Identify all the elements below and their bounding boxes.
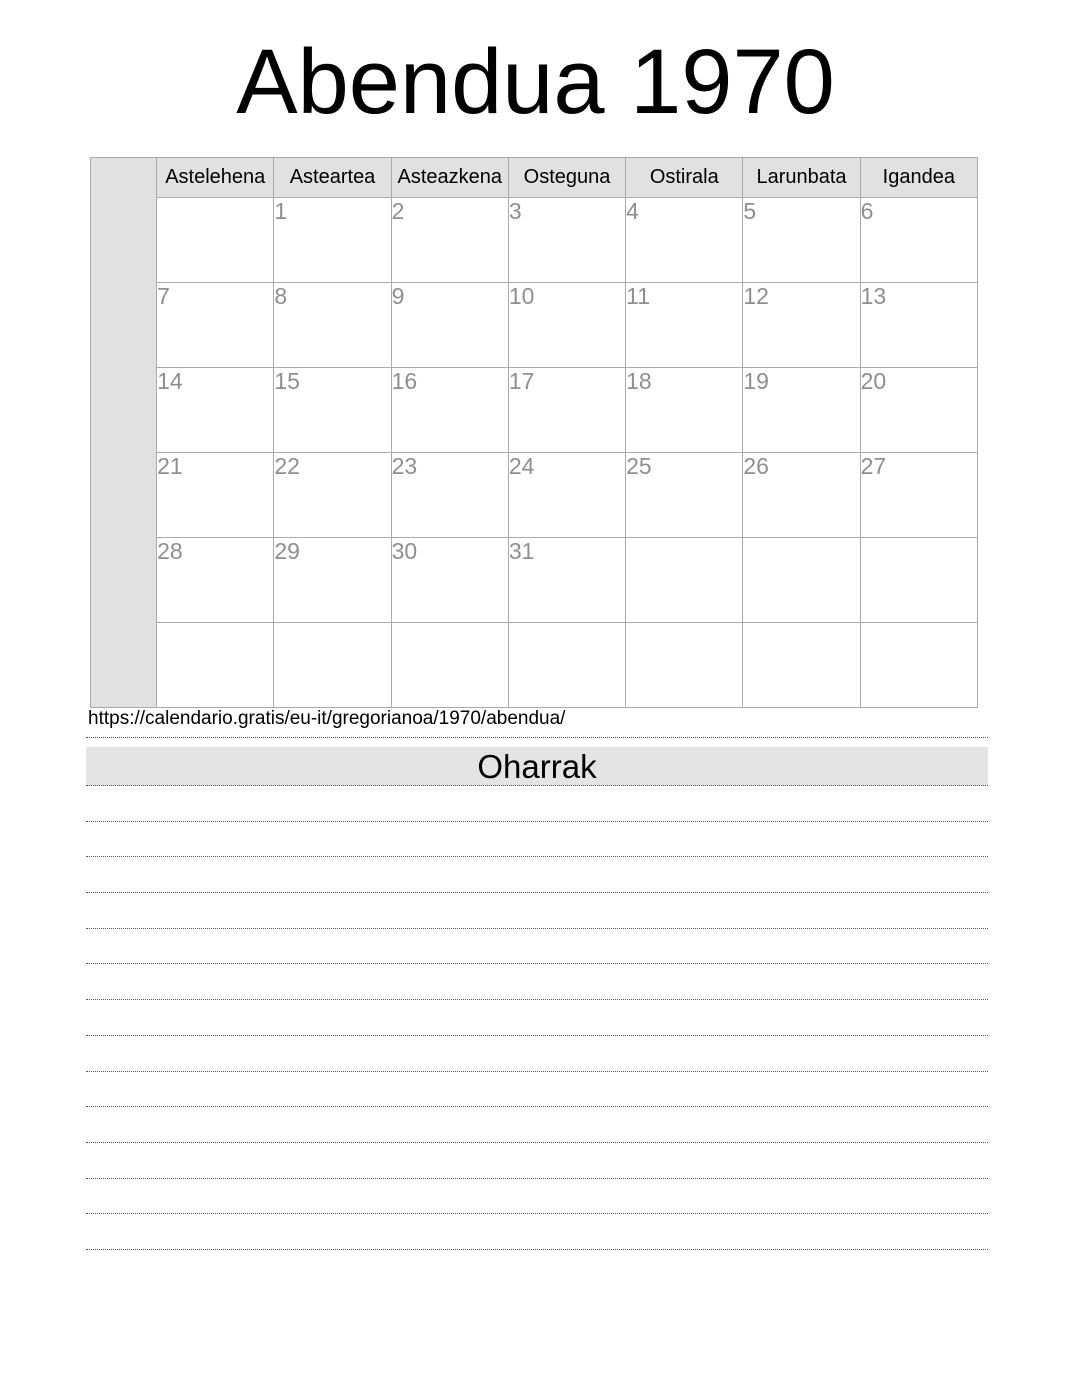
notes-title: Oharrak <box>477 748 597 785</box>
day-cell: 16 <box>391 368 508 453</box>
day-cell: 23 <box>391 453 508 538</box>
day-cell: 20 <box>860 368 977 453</box>
weekday-header-tuesday: Asteartea <box>274 158 391 198</box>
day-cell: 2 <box>391 198 508 283</box>
day-cell: 18 <box>626 368 743 453</box>
week-row-2 <box>91 283 978 368</box>
note-line <box>86 1214 988 1250</box>
day-cell <box>391 623 508 708</box>
source-url: https://calendario.gratis/eu-it/gregorianoa/1970/abendua/ <box>88 708 566 729</box>
week-row-1 <box>91 198 978 283</box>
note-line <box>86 1000 988 1036</box>
note-line <box>86 893 988 929</box>
day-cell: 5 <box>743 198 860 283</box>
weekday-header-wednesday: Asteazkena <box>391 158 508 198</box>
page-title: Abendua 1970 <box>236 31 835 133</box>
notes-section <box>86 737 988 1250</box>
note-line <box>86 1179 988 1215</box>
day-cell: 30 <box>391 538 508 623</box>
day-cell: 25 <box>626 453 743 538</box>
day-cell: 31 <box>508 538 625 623</box>
calendar-table <box>90 157 978 708</box>
weekday-header-friday: Ostirala <box>626 158 743 198</box>
day-cell: 11 <box>626 283 743 368</box>
note-line <box>86 1072 988 1108</box>
day-cell: 15 <box>274 368 391 453</box>
day-cell: 24 <box>508 453 625 538</box>
day-cell: 22 <box>274 453 391 538</box>
note-line <box>86 1036 988 1072</box>
day-cell: 14 <box>157 368 274 453</box>
week-number-column <box>91 158 157 708</box>
day-cell <box>743 538 860 623</box>
day-cell <box>157 623 274 708</box>
week-row-3 <box>91 368 978 453</box>
day-cell: 3 <box>508 198 625 283</box>
day-cell: 13 <box>860 283 977 368</box>
day-cell: 28 <box>157 538 274 623</box>
day-cell <box>743 623 860 708</box>
day-cell <box>860 623 977 708</box>
note-line <box>86 1107 988 1143</box>
note-line <box>86 964 988 1000</box>
day-cell: 6 <box>860 198 977 283</box>
week-row-4 <box>91 453 978 538</box>
note-line <box>86 929 988 965</box>
day-cell: 1 <box>274 198 391 283</box>
weekday-header-sunday: Igandea <box>860 158 977 198</box>
notes-title-bar <box>86 747 988 786</box>
weekday-header-thursday: Osteguna <box>508 158 625 198</box>
week-row-5 <box>91 538 978 623</box>
note-line <box>86 822 988 858</box>
day-cell: 19 <box>743 368 860 453</box>
day-cell <box>274 623 391 708</box>
day-cell: 4 <box>626 198 743 283</box>
day-cell <box>508 623 625 708</box>
note-line <box>86 786 988 822</box>
weekday-header-monday: Astelehena <box>157 158 274 198</box>
day-cell: 26 <box>743 453 860 538</box>
day-cell: 17 <box>508 368 625 453</box>
day-cell <box>626 538 743 623</box>
day-cell: 29 <box>274 538 391 623</box>
day-cell: 7 <box>157 283 274 368</box>
week-row-6 <box>91 623 978 708</box>
note-line <box>86 857 988 893</box>
day-cell: 27 <box>860 453 977 538</box>
note-line <box>86 1143 988 1179</box>
day-cell: 12 <box>743 283 860 368</box>
day-cell: 8 <box>274 283 391 368</box>
day-cell <box>157 198 274 283</box>
day-cell <box>626 623 743 708</box>
day-cell: 10 <box>508 283 625 368</box>
day-cell: 21 <box>157 453 274 538</box>
day-cell <box>860 538 977 623</box>
day-cell: 9 <box>391 283 508 368</box>
weekday-header-saturday: Larunbata <box>743 158 860 198</box>
weekday-header-row <box>91 158 978 198</box>
note-lines-area <box>86 786 988 1250</box>
